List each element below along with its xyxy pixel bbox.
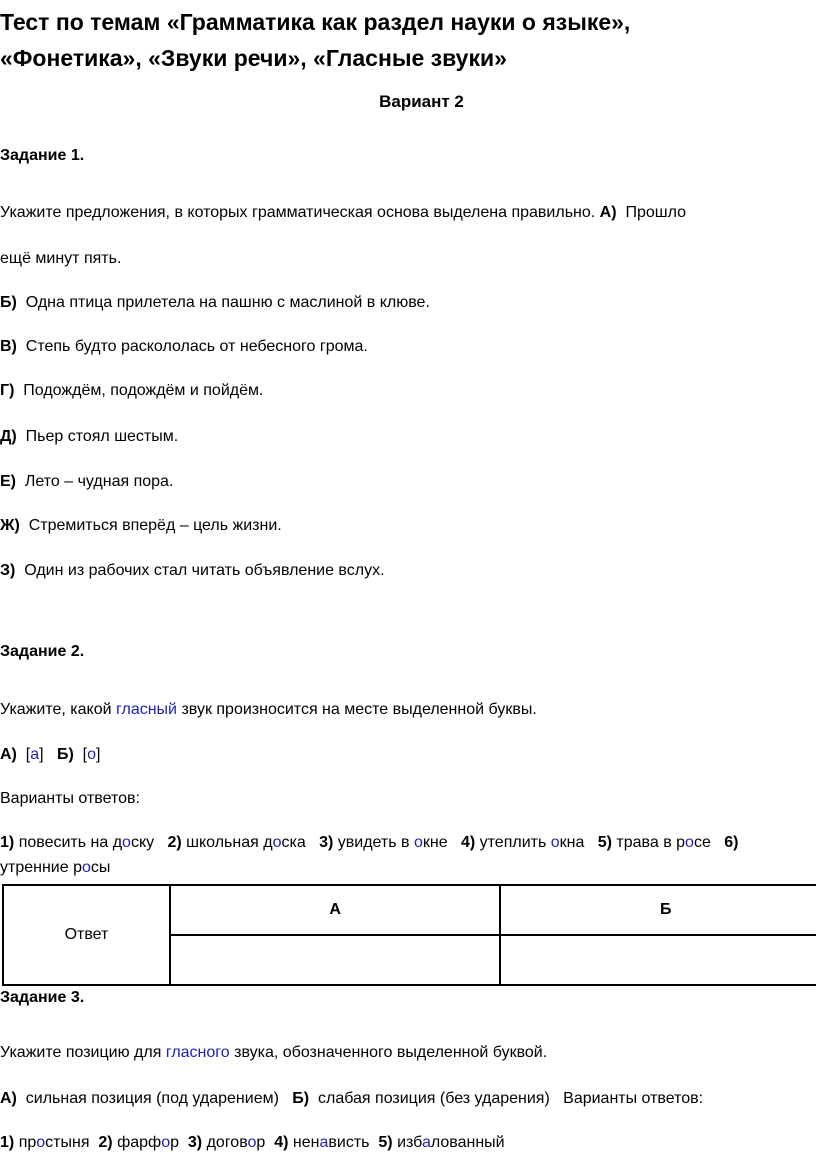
task3-answer-variants	[0, 1134, 505, 1152]
instruction-text: звук произносится на месте выделенной буквы.	[181, 701, 537, 718]
variant-number: 2)	[167, 834, 182, 851]
bracket: ]	[96, 746, 101, 763]
task1-option	[0, 428, 178, 446]
task1-option	[0, 338, 368, 356]
task2-heading: Задание 2.	[0, 643, 85, 660]
highlighted-letter: о	[247, 1134, 257, 1151]
variant-word: р	[256, 1134, 266, 1151]
variant-number: 4)	[274, 1134, 289, 1151]
task2-answer-variants-cont	[0, 859, 110, 877]
option-text: Одна птица прилетела на пашню с маслиной в клюве.	[25, 294, 430, 311]
highlighted-letter: а	[421, 1134, 431, 1151]
task1-option	[0, 473, 173, 491]
variant-word: школьная д	[186, 834, 273, 851]
task3-instruction	[0, 1044, 547, 1062]
doc-title-line1: Тест по темам «Грамматика как раздел науки о языке»,	[0, 9, 631, 35]
variant-word: стыня	[45, 1134, 90, 1151]
option-text: Пьер стоял шестым.	[25, 428, 179, 445]
task1-option	[0, 562, 385, 580]
option-b-label: Б)	[292, 1090, 310, 1107]
option-text: Лето – чудная пора.	[24, 473, 174, 490]
task1-option-a-text: Прошло	[625, 204, 686, 221]
task1-option	[0, 294, 430, 312]
option-a-sound: а	[30, 746, 40, 763]
variant-word: утеплить	[479, 834, 551, 851]
variant-word: изб	[397, 1134, 422, 1151]
variant-word: ска	[281, 834, 306, 851]
variant-number: 3)	[187, 1134, 203, 1151]
option-letter: З)	[0, 562, 16, 579]
variant-word: р	[170, 1134, 179, 1151]
task3-heading: Задание 3.	[0, 989, 85, 1006]
option-letter: Д)	[0, 428, 17, 445]
variant-word: висть	[328, 1134, 370, 1151]
task2-variants-label: Варианты ответов:	[0, 790, 140, 807]
highlighted-letter: о	[81, 859, 91, 876]
highlighted-letter: о	[36, 1134, 46, 1151]
variant-word: увидеть в	[337, 834, 414, 851]
answer-row-label: Ответ	[3, 885, 170, 985]
variant-word: кна	[559, 834, 585, 851]
option-letter: Б)	[0, 294, 17, 311]
task1-instruction: Укажите предложения, в которых грамматическая основа выделена правильно.	[0, 204, 596, 221]
variant-word: фарф	[117, 1134, 162, 1151]
answer-cell-a[interactable]	[170, 935, 501, 985]
bracket: [	[25, 746, 31, 763]
variant-word: утренние р	[0, 859, 82, 876]
task1-instruction-line	[0, 204, 686, 222]
option-letter: В)	[0, 338, 17, 355]
answer-col-b-header: Б	[500, 885, 816, 935]
variant-word: пр	[18, 1134, 37, 1151]
bracket: ]	[39, 746, 44, 763]
instruction-text: Укажите позицию для	[0, 1044, 162, 1061]
option-a-label: А)	[0, 1090, 17, 1107]
task1-option	[0, 517, 282, 535]
option-b-label: Б)	[56, 746, 74, 763]
variants-label: Варианты ответов:	[563, 1090, 704, 1107]
variant-number: 1)	[0, 834, 15, 851]
highlighted-letter: о	[122, 834, 131, 851]
doc-title-line2: «Фонетика», «Звуки речи», «Гласные звуки»	[0, 45, 507, 71]
variant-word: нен	[292, 1134, 320, 1151]
task2-sound-options	[0, 746, 100, 764]
variant-word: сы	[90, 859, 111, 876]
variant-word: се	[693, 834, 711, 851]
option-a-label: А)	[0, 746, 17, 763]
task1-option-a-letter: А)	[599, 204, 617, 221]
variant-word: кне	[422, 834, 448, 851]
highlighted-letter: а	[319, 1134, 329, 1151]
option-text: Один из рабочих стал читать объявление вслух.	[24, 562, 385, 579]
variant-number: 5)	[378, 1134, 393, 1151]
variant-word: лованный	[430, 1134, 505, 1151]
option-letter: Е)	[0, 473, 16, 490]
answer-table	[2, 884, 816, 986]
option-b-sound: о	[87, 746, 97, 763]
variant-number: 1)	[0, 1134, 15, 1151]
variant-number: 4)	[460, 834, 476, 851]
task1-option-a-continuation: ещё минут пять.	[0, 250, 122, 267]
variant-word: трава в р	[616, 834, 686, 851]
variant-heading: Вариант 2	[379, 92, 464, 111]
highlighted-letter: о	[272, 834, 282, 851]
variant-word: догов	[206, 1134, 248, 1151]
option-letter: Ж)	[0, 517, 20, 534]
task3-options	[0, 1090, 703, 1108]
answer-col-a-header: А	[170, 885, 501, 935]
variant-number: 2)	[98, 1134, 113, 1151]
variant-number: 6)	[724, 834, 739, 851]
variant-number: 3)	[319, 834, 334, 851]
variant-word: ску	[130, 834, 155, 851]
highlighted-letter: о	[413, 834, 423, 851]
variant-word: повесить на д	[18, 834, 123, 851]
option-a-text: сильная позиция (под ударением)	[25, 1090, 279, 1107]
option-b-text: слабая позиция (без ударения)	[317, 1090, 550, 1107]
option-text: Степь будто раскололась от небесного грома.	[25, 338, 368, 355]
option-text: Стремиться вперёд – цель жизни.	[28, 517, 282, 534]
highlighted-letter: о	[685, 834, 694, 851]
task2-answer-variants	[0, 834, 738, 852]
instruction-text: звука, обозначенного выделенной буквой.	[234, 1044, 548, 1061]
answer-cell-b[interactable]	[500, 935, 816, 985]
variant-number: 5)	[597, 834, 612, 851]
highlighted-letter: о	[161, 1134, 171, 1151]
option-text: Подождём, подождём и пойдём.	[23, 382, 264, 399]
highlighted-letter: о	[550, 834, 560, 851]
instruction-highlight: гласный	[116, 701, 177, 718]
bracket: [	[82, 746, 88, 763]
task1-heading: Задание 1.	[0, 147, 85, 164]
task1-option	[0, 382, 263, 400]
instruction-highlight: гласного	[165, 1044, 230, 1061]
option-letter: Г)	[0, 382, 15, 399]
task2-instruction	[0, 701, 537, 719]
instruction-text: Укажите, какой	[0, 701, 112, 718]
